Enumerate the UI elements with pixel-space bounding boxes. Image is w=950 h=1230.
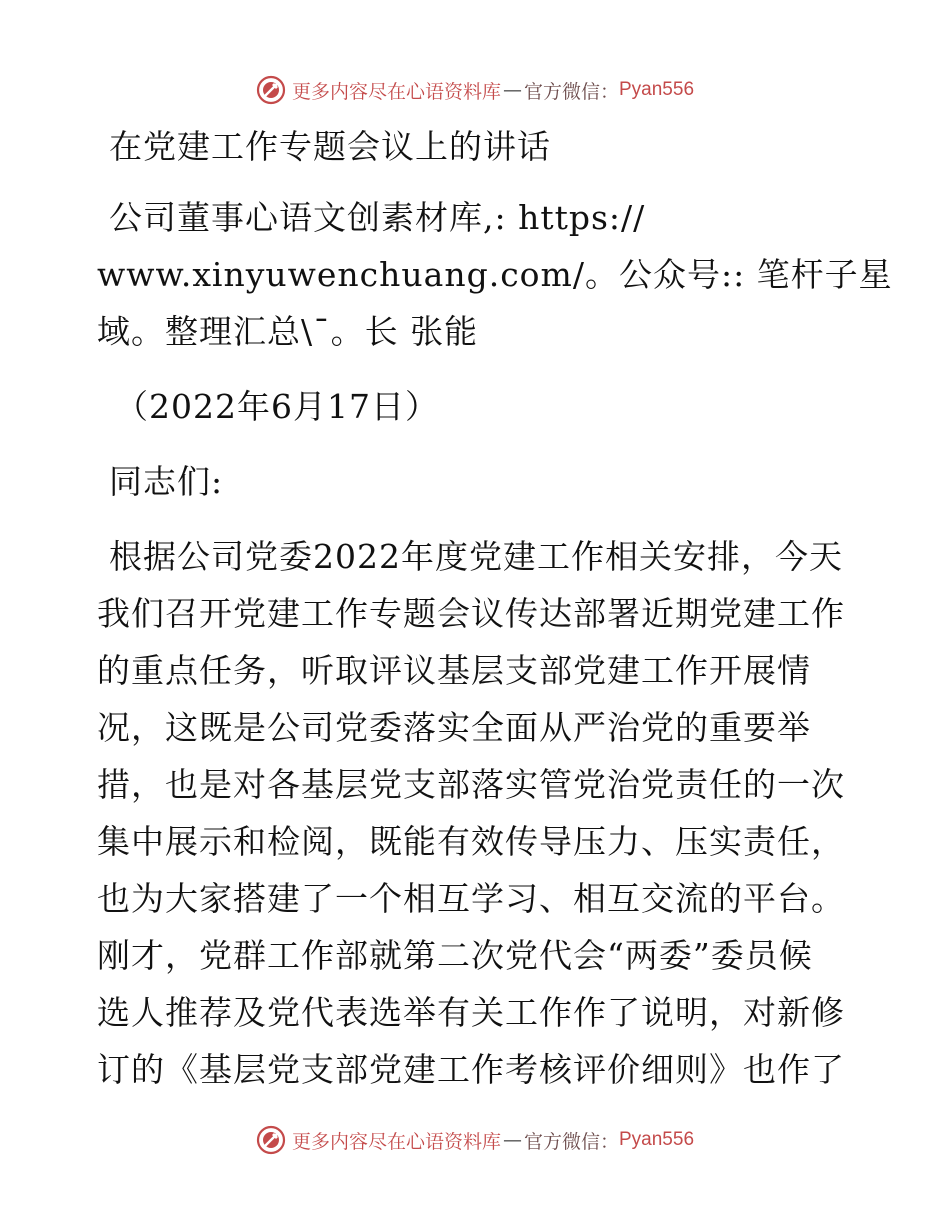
document-body xyxy=(97,118,893,1098)
body-line: 根据公司党委2022年度党建工作相关安排，今天 xyxy=(109,537,843,576)
body-line: 也为大家搭建了一个相互学习、相互交流的平台。 xyxy=(97,879,845,918)
body-line: 选人推荐及党代表选举有关工作作了说明，对新修 xyxy=(97,993,845,1032)
byline-line: www.xinyuwenchuang.com/。公众号:: 笔杆子星 xyxy=(97,255,893,294)
byline-line: 公司董事心语文创素材库,: https:// xyxy=(109,198,646,237)
watermark-dash: — xyxy=(502,79,522,101)
body-paragraph xyxy=(97,528,857,1098)
watermark-dash: — xyxy=(502,1129,522,1151)
watermark-wechat-label: 官方微信： xyxy=(523,80,619,103)
byline-line: 域。整理汇总\¯。长 张能 xyxy=(97,312,479,351)
watermark-account: Pyan556 xyxy=(619,79,695,100)
pen-logo-icon xyxy=(256,1125,286,1155)
speech-date: （2022年6月17日） xyxy=(115,387,439,426)
body-line: 集中展示和检阅，既能有效传导压力、压实责任， xyxy=(97,822,845,861)
byline xyxy=(97,189,893,360)
watermark-account: Pyan556 xyxy=(619,1129,695,1150)
watermark-header xyxy=(0,70,950,110)
body-line: 我们召开党建工作专题会议传达部署近期党建工作 xyxy=(97,594,845,633)
body-line: 况，这既是公司党委落实全面从严治党的重要举 xyxy=(97,708,811,747)
watermark-wechat-label: 官方微信： xyxy=(523,1130,619,1153)
salutation: 同志们: xyxy=(109,462,224,501)
watermark-footer xyxy=(0,1120,950,1160)
body-line: 的重点任务，听取评议基层支部党建工作开展情 xyxy=(97,651,811,690)
body-line: 刚才，党群工作部就第二次党代会“两委”委员候 xyxy=(97,936,813,975)
document-title: 在党建工作专题会议上的讲话 xyxy=(109,127,551,166)
pen-logo-icon xyxy=(256,75,286,105)
body-line: 措，也是对各基层党支部落实管党治党责任的一次 xyxy=(97,765,845,804)
watermark-text: 更多内容尽在心语资料库 xyxy=(291,1130,501,1153)
body-line: 订的《基层党支部党建工作考核评价细则》也作了 xyxy=(97,1050,845,1089)
watermark-text: 更多内容尽在心语资料库 xyxy=(291,80,501,103)
